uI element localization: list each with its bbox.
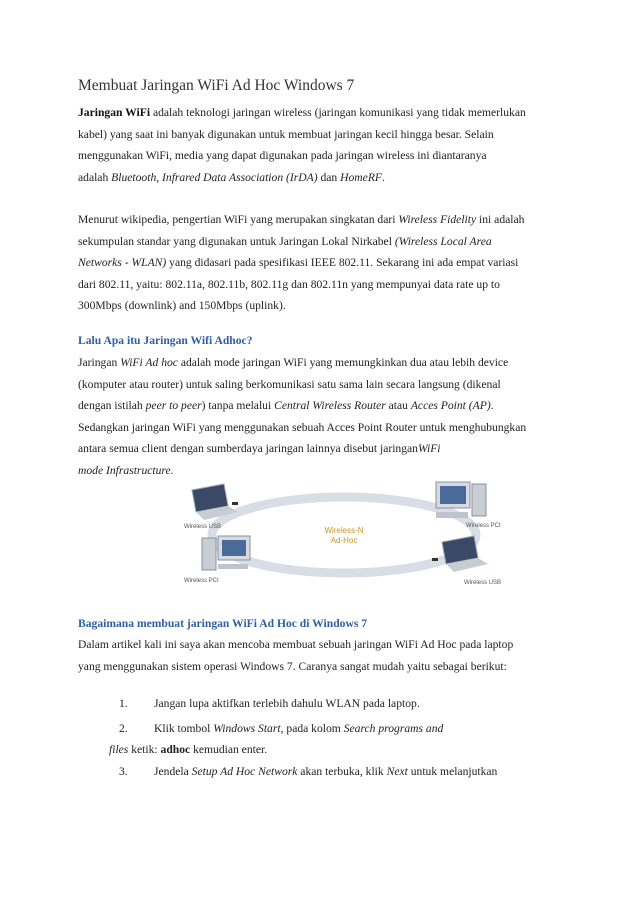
adhoc-network-diagram [174, 480, 514, 590]
label-wireless-pci-tr: Wireless PCI [466, 523, 501, 529]
section-heading-adhoc: Lalu Apa itu Jaringan Wifi Adhoc? [78, 334, 253, 347]
paragraph-howto: Dalam artikel kali ini saya akan mencoba membuat sebuah jaringan WiFi Ad Hoc pada laptop yang menggunakan sistem operasi Windows 7. Caranya sangat mudah yaitu sebagai berikut: [78, 638, 514, 673]
paragraph-definition: Menurut wikipedia, pengertian WiFi yang merupakan singkatan dari Wireless Fidelity ini adalah sekumpulan standar yang digunakan untuk Jaringan Lokal Nirkabel (Wireless Local Area Networks - WLAN) yang didasari pada spesifikasi IEEE 802.11. Sekarang ini ada empat variasi dari 802.11, yaitu: 802.11a, 802.11b, 802.11g dan 802.11n yang mempunyai data rate up to 300Mbps (downlink) and 150Mbps (uplink). [78, 213, 525, 312]
list-item: 3. Jendela Setup Ad Hoc Network akan terbuka, klik Next untuk melanjutkan [119, 764, 498, 778]
desktop-computer-icon [436, 482, 486, 518]
diagram-center-label-2: Ad-Hoc [330, 536, 358, 545]
list-item-continued: files ketik: adhoc kemudian enter. [109, 743, 268, 756]
section-heading-howto: Bagaimana membuat jaringan WiFi Ad Hoc di Windows 7 [78, 617, 368, 630]
label-wireless-usb-tl: Wireless USB [184, 524, 222, 530]
term-jaringan-wifi: Jaringan WiFi [78, 106, 151, 119]
diagram-center-label-1: Wireless-N [324, 526, 364, 535]
laptop-icon [432, 536, 488, 572]
page-title: Membuat Jaringan WiFi Ad Hoc Windows 7 [78, 77, 355, 94]
paragraph-adhoc: Jaringan WiFi Ad hoc adalah mode jaringan WiFi yang memungkinkan dua atau lebih device (komputer atau router) untuk saling berkomunikasi satu sama lain secara langsung (dikenal dengan istilah peer to peer) tanpa melalui Central Wireless Router atau Acces Point (AP). Sedangkan jaringan WiFi yang menggunakan sebuah Acces Point Router untuk menghubungkan antara semua client dengan sumberdaya jaringan lainnya disebut jaringanWiFi mode Infrastructure. [78, 356, 527, 477]
label-wireless-pci-bl: Wireless PCI [184, 578, 219, 584]
label-wireless-usb-br: Wireless USB [464, 580, 502, 586]
list-item: 2. Klik tombol Windows Start, pada kolom Search programs and [119, 721, 444, 735]
paragraph-intro: Jaringan WiFi adalah teknologi jaringan wireless (jaringan komunikasi yang tidak memerlukan kabel) yang saat ini banyak digunakan untuk membuat jaringan kecil hingga besar. Selain menggunakan WiFi, media yang dapat digunakan pada jaringan wireless ini diantaranya adalah Bluetooth, Infrared Data Association (IrDA) dan HomeRF. [78, 106, 526, 184]
list-item: 1. Jangan lupa aktifkan terlebih dahulu WLAN pada laptop. [119, 697, 420, 710]
desktop-computer-icon [202, 536, 250, 570]
steps-list [78, 693, 564, 782]
